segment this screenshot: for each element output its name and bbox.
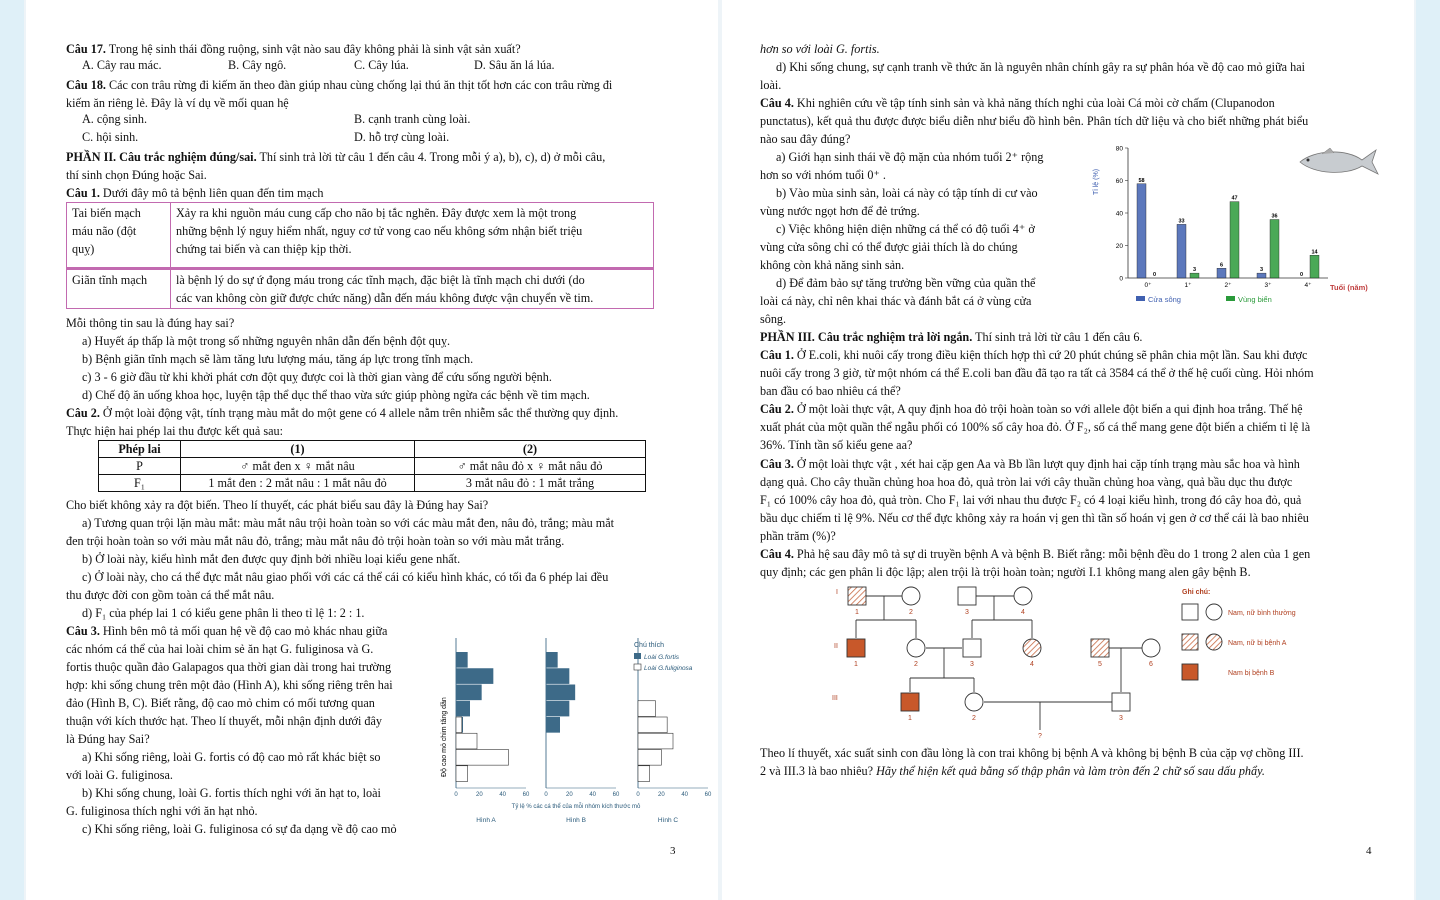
pedigree-number: 5 [1098,661,1102,668]
beak-x-tick-label: 0 [636,792,640,798]
fish-x-tick-label: 2⁺ [1224,282,1232,289]
fish-x-tick-label: 1⁺ [1184,282,1192,289]
left-margin [0,0,24,900]
c3-continuation: hơn so với loài G. fortis. [760,42,880,56]
beak-bar-fortis [546,701,569,717]
beak-bar-fortis [456,668,493,684]
c2-statement-c: c) Ở loài này, cho cá thể đực mắt nâu giao phối với các cá thể cái có kiểu hình khác, có tối đa 6 phép lai đều [82,570,609,584]
pedigree-III3-male [1112,693,1130,711]
c3-stem-line: là Đúng hay Sai? [66,732,150,746]
legend-normal-male [1182,604,1198,620]
pedigree-number: 3 [1119,715,1123,722]
pedigree-legend-title: Ghi chú: [1182,589,1211,596]
part2-heading-line2: thí sinh chọn Đúng hoặc Sai. [66,168,207,182]
fish-bar-label: 3 [1192,267,1197,274]
table-cell-stroke-name: Tai biến mạch máu não (đột quỵ) [67,203,171,269]
pedigree-II2-female [907,639,925,657]
fish-bar-label: 47 [1231,195,1238,202]
legend-normal-label: Nam, nữ bình thường [1228,610,1296,617]
c3-stem-line: hợp: khi sống chung trên một đảo (Hình A), khi sống riêng trên hai [66,678,393,692]
pedigree-number: 1 [854,661,858,668]
panel-label-a: Hình A [476,817,496,824]
c2-intro: Cho biết không xảy ra đột biến. Theo lí thuyết, các phát biểu sau đây là Đúng hay Sai? [66,498,489,512]
c4-stem-line2: punctatus), kết quả thu được được biểu diễn như biểu đồ hình bên. Phân tích dữ liệu và cho biết những phát biểu [760,114,1309,128]
c3-stem-line: fortis thuộc quần đảo Galapagos qua thời gian dài trong hai trường [66,660,392,674]
pedigree-number: 4 [1030,661,1034,668]
fish-y-tick-label: 20 [1115,243,1123,250]
fish-y-axis-label: Tỉ lệ (%) [1093,168,1100,196]
pedigree-I3-male [958,587,976,605]
beak-bar-fuliginosa [456,733,477,749]
heart-disease-table [66,202,654,309]
s4-question: Theo lí thuyết, xác suất sinh con đầu lòng là con trai không bị bệnh A và không bị bệnh B của cặp vợ chồng III. [760,746,1304,760]
c3-stem-line: các nhóm cá thể của hai loài chim sẻ ăn hạt G. fuliginosa và G. [66,642,374,656]
c4-statement-d-line3: sông. [760,312,787,326]
pedigree-number: 4 [1021,609,1025,616]
c4-statement-d-line2: loài cá này, chỉ nên khai thác và đánh bắt cá ở vùng cửa [760,294,1032,308]
c1-statement-b: b) Bệnh giãn tĩnh mạch sẽ làm tăng lưu lượng máu, tăng áp lực trong tĩnh mạch. [82,352,474,366]
beak-bar-fortis [546,717,560,733]
legend-swatch-fuliginosa [634,664,641,670]
pedigree-I1-male-disease-A [848,587,866,605]
q17-option-a: A. Cây rau mác. [82,58,162,72]
s2-stem-line2: xuất phát của một quần thể ngẫu phối có 100% số cây hoa đỏ. Ở F₂, số cá thể mang gene đột biến a chiếm tỉ lệ là [760,420,1311,434]
c3-statement-a: a) Khi sống riêng, loài G. fortis có độ cao mỏ rất khác biệt so [82,750,381,764]
beak-x-tick-label: 40 [499,792,507,798]
c3-statement-d-line2: loài. [760,78,782,92]
beak-bar-fuliginosa [638,717,667,733]
svg-text:Độ cao mỏ chim tăng dần: Độ cao mỏ chim tăng dần [441,697,448,777]
c2-statement-c-line2: thu được đời con gồm toàn cá thể mắt nâu. [66,588,275,602]
q18-option-c: C. hội sinh. [82,130,139,144]
table-cell-stroke-desc: Xảy ra khi nguồn máu cung cấp cho não bị tắc nghẽn. Đây được xem là một trong những bệnh lý nguy hiểm nhất, nguy cơ tử vong cao nếu không sớm nhận biết triệu chứng tai biến và can thiệp kịp thời. [171,203,654,269]
fish-bar [1190,273,1199,278]
fish-x-tick-label: 3⁺ [1264,282,1272,289]
table-header: (1) [181,441,415,458]
fish-bar-label: 6 [1219,262,1224,269]
beak-bar-fuliginosa [638,733,673,749]
q18-option-a: A. cộng sinh. [82,112,147,126]
c4-statement-c-line2: vùng cửa sông chỉ có thể được giải thích là do chúng [760,240,1018,254]
c2-statement-d: d) F₁ của phép lai 1 có kiểu gene phân li theo tỉ lệ 1: 2 : 1. [82,606,365,620]
c4-statement-b-line2: vùng nước ngọt hơn để đẻ trứng. [760,204,920,218]
legend-label-estuary: Cửa sông [1148,295,1181,304]
q17-option-c: C. Cây lúa. [354,58,409,72]
fish-bar-label: 0 [1152,272,1157,278]
fish-x-tick-label: 4⁺ [1304,282,1312,289]
fish-bar [1270,220,1279,279]
beak-x-tick-label: 20 [475,792,483,798]
s3-stem-line2: dạng quả. Cho cây thuần chủng hoa hoa đỏ, quả tròn lai với cây thuần chủng hoa vàng, quả bầu dục thu được [760,475,1293,489]
fish-bar [1257,273,1266,278]
table-cell: 3 mắt nâu đỏ : 1 mắt trắng [415,475,646,492]
beak-bar-fortis [456,685,482,701]
beak-x-tick-label: 40 [681,792,689,798]
pedigree-II1-male-disease-B [847,639,865,657]
c3-stem-line: đảo (Hình B, C). Biết rằng, độ cao mỏ chim có mối tương quan [66,696,375,710]
fish-bar [1137,184,1146,278]
pedigree-number: 3 [970,661,974,668]
s1-stem-line2: nuôi cấy trong 3 giờ, từ một nhóm cá thể E.coli ban đầu đã tạo ra tất cả 3584 cá thể ở thế hệ cuối cùng. Hỏi nhóm [760,366,1314,380]
beak-bar-fuliginosa [456,717,462,733]
pedigree-I2-female [902,587,920,605]
fish-bar-label: 0 [1299,272,1304,278]
fish-bar-label: 36 [1271,213,1278,220]
q17-stem: Câu 17. Trong hệ sinh thái đồng ruộng, sinh vật nào sau đây không phải là sinh vật sản xuất? [66,42,521,56]
pedigree-II4-female-disease-A [1023,639,1041,657]
panel-label-c: Hình C [657,817,679,824]
pedigree-number: 6 [1149,661,1153,668]
legend-label-fuliginosa: Loài G.fuliginosa [644,665,693,672]
c4-statement-b: b) Vào mùa sinh sản, loài cá này có tập tính di cư vào [776,186,1038,200]
table-cell: ♂ mắt nâu đỏ x ♀ mắt nâu đỏ [415,458,646,475]
beak-x-tick-label: 0 [454,792,458,798]
pedigree-II5-male-disease-A [1091,639,1109,657]
fish-bar [1310,255,1319,278]
s4-stem: Câu 4. Phả hệ sau đây mô tả sự di truyền bệnh A và bệnh B. Biết rằng: mỗi bệnh đều do 1 trong 2 alen của 1 gen [760,547,1311,561]
s1-stem-line3: ban đầu có bao nhiêu cá thể? [760,384,901,398]
fish-bar [1217,268,1226,278]
c1-statement-a: a) Huyết áp thấp là một trong số những nguyên nhân dẫn đến bệnh đột quỵ. [82,334,451,348]
q18-option-d: D. hỗ trợ cùng loài. [354,130,450,144]
fish-y-tick-label: 0 [1119,275,1123,283]
pedigree-number: 2 [914,661,918,668]
s3-stem-line5: phần trăm (%)? [760,529,836,543]
table-cell-varicose-name: Giãn tĩnh mạch [67,269,171,309]
fish-x-tick-label: 0⁺ [1144,282,1152,289]
beak-x-tick-label: 60 [612,792,620,798]
legend-title: Chú thích [634,642,664,649]
table-cell-varicose-desc: là bệnh lý do sự ứ đọng máu trong các tĩnh mạch, đặc biệt là tĩnh mạch chi dưới (do các van không còn giữ được chức năng) dẫn đến máu không được vận chuyển về tim. [171,269,654,309]
page-number: 4 [1366,845,1372,857]
table-cell: 1 mắt đen : 2 mắt nâu : 1 mắt nâu đỏ [181,475,415,492]
s3-stem-line4: bầu dục chiếm tỉ lệ 9%. Nếu cơ thể đực không xảy ra hoán vị gen thì tần số hoán vị gen ở cơ thể cái là bao nhiêu [760,511,1309,525]
q17-option-b: B. Cây ngô. [228,58,287,72]
fish-age-chart [1088,138,1398,310]
pedigree-question: ? [1038,733,1042,740]
s2-stem-line3: 36%. Tính tần số kiểu gene aa? [760,438,913,452]
c2-stem: Câu 2. Ở một loài động vật, tính trạng màu mắt do một gene có 4 allele nằm trên nhiễm sắc thể thường quy định. [66,406,619,420]
beak-bar-fuliginosa [638,766,650,782]
pedigree-number: 1 [908,715,912,722]
fish-bar-label: 33 [1178,218,1185,225]
beak-bar-fortis [546,668,569,684]
beak-bar-fuliginosa [456,750,509,766]
c4-statement-a-line2: hơn so với nhóm tuổi 0⁺ . [760,168,886,182]
table-cell: ♂ mắt đen x ♀ mắt nâu [181,458,415,475]
c2-stem-line2: Thực hiện hai phép lai thu được kết quả sau: [66,424,283,438]
fish-y-tick-label: 80 [1115,145,1123,153]
legend-swatch-estuary [1136,296,1145,301]
c1-statement-d: d) Chế độ ăn uống khoa học, luyện tập thể dục thể thao vừa sức giúp phòng ngừa các bệnh về tim mạch. [82,388,590,402]
c3-stem-line: thuận với kích thước hạt. Theo lí thuyết, mỗi nhận định dưới đây [66,714,382,728]
beak-y-axis-label [439,697,448,777]
page-3 [26,0,718,900]
pedigree-number: 2 [909,609,913,616]
fish-y-tick-label: 40 [1115,210,1123,218]
part2-heading: PHẦN II. Câu trắc nghiệm đúng/sai. Thí sinh trả lời từ câu 1 đến câu 4. Trong mỗi ý a), b), c), d) ở mỗi câu, [66,150,606,164]
c3-statement-b-line2: G. fuliginosa thích nghi với ăn hạt nhỏ. [66,804,258,818]
table-header: (2) [415,441,646,458]
beak-depth-histogram [434,632,714,828]
c4-statement-a: a) Giới hạn sinh thái về độ mặn của nhóm tuổi 2⁺ rộng [776,150,1044,164]
beak-x-tick-label: 60 [704,792,712,798]
s1-stem: Câu 1. Ở E.coli, khi nuôi cấy trong điều kiện thích hợp thì cứ 20 phút chúng sẽ phân chia một lần. Sau khi được [760,348,1308,362]
c2-statement-a-line2: đen trội hoàn toàn so với màu mắt nâu đỏ, trắng; màu mắt nâu đỏ trội hoàn toàn so với màu mắt trắng. [66,534,565,548]
beak-bar-fortis [456,701,470,717]
legend-disease-A-male [1182,634,1198,650]
table-header: Phép lai [99,441,181,458]
legend-disease-B-label: Nam bị bệnh B [1228,670,1275,677]
c3-statement-a-line2: với loài G. fuliginosa. [66,768,173,782]
fish-bar-label: 3 [1259,267,1264,274]
q17-option-d: D. Sâu ăn lá lúa. [474,58,555,72]
legend-swatch-sea [1226,296,1235,301]
c4-stem: Câu 4. Khi nghiên cứu về tập tính sinh sản và khả năng thích nghi của loài Cá mòi cờ chấm (Clupanodon [760,96,1275,110]
beak-x-tick-label: 0 [544,792,548,798]
legend-disease-A-female [1206,634,1222,650]
s2-stem: Câu 2. Ở một loài thực vật, A quy định hoa đỏ trội hoàn toàn so với allele đột biến a qui định hoa trắng. Thế hệ [760,402,1303,416]
c3-statement-d: d) Khi sống chung, sự cạnh tranh về thức ăn là nguyên nhân chính gây ra sự phân hóa về độ cao mỏ giữa hai [776,60,1306,74]
s3-stem: Câu 3. Ở một loài thực vật , xét hai cặp gen Aa và Bb lần lượt quy định hai cặp tính trạng màu sắc hoa và hình [760,457,1300,471]
page-number: 3 [670,845,676,857]
beak-x-tick-label: 40 [589,792,597,798]
c4-stem-line3: nào sau đây đúng? [760,132,851,146]
c2-statement-b: b) Ở loài này, kiểu hình mắt đen được quy định bởi nhiều loại kiểu gene nhất. [82,552,461,566]
pedigree-diagram [822,582,1382,742]
page-4 [722,0,1414,900]
legend-disease-A-label: Nam, nữ bị bệnh A [1228,640,1287,647]
cross-results-table [98,440,646,492]
pedigree-II3-male [963,639,981,657]
c3-statement-c: c) Khi sống riêng, loài G. fuliginosa có sự đa dạng về độ cao mỏ [82,822,397,836]
c3-statement-b: b) Khi sống chung, loài G. fortis thích nghi với ăn hạt to, loài [82,786,381,800]
beak-x-tick-label: 20 [565,792,573,798]
s4-stem-line2: quy định; các gen phân li độc lập; alen trội là trội hoàn toàn; người I.1 không mang alen gây bệnh B. [760,565,1251,579]
beak-legend [634,642,693,672]
q18-stem-line2: kiếm ăn riêng lẻ. Đây là ví dụ về mối quan hệ [66,96,289,110]
gen-label-II: II [834,643,838,650]
pedigree-number: 3 [965,609,969,616]
legend-disease-B-male [1182,664,1198,680]
fish-y-tick-label: 60 [1115,178,1123,185]
beak-bar-fortis [546,685,575,701]
fish-icon [1300,148,1378,174]
q18-stem: Câu 18. Các con trâu rừng đi kiếm ăn theo đàn giúp nhau cùng chống lại thú ăn thịt tốt hơn các con trâu rừng đi [66,78,613,92]
right-margin [1416,0,1440,900]
fish-bar-label: 14 [1311,249,1318,256]
c3-stem: Câu 3. Hình bên mô tả mối quan hệ về độ cao mỏ khác nhau giữa [66,624,388,638]
legend-label-fortis: Loài G.fortis [644,654,680,661]
legend-normal-female [1206,604,1222,620]
c4-statement-c: c) Việc không hiện diện những cá thể có độ tuổi 4⁺ ở [776,222,1035,236]
table-cell: P [99,458,181,475]
c4-statement-c-line3: không còn khả năng sinh sản. [760,258,905,272]
beak-x-axis-label: Tỷ lệ % các cá thể của mỗi nhóm kích thước mỏ [511,804,641,810]
fish-x-axis-label: Tuổi (năm) [1330,283,1368,292]
c1-intro: Mỗi thông tin sau là đúng hay sai? [66,316,235,330]
legend-label-sea: Vùng biển [1238,295,1272,304]
pedigree-I4-female [1014,587,1032,605]
fish-bar [1230,202,1239,278]
beak-bar-fuliginosa [456,766,468,782]
beak-x-tick-label: 20 [657,792,665,798]
gen-label-III: III [832,695,838,702]
pedigree-number: 1 [855,609,859,616]
beak-bar-fuliginosa [638,701,656,717]
c2-statement-a: a) Tương quan trội lặn màu mắt: màu mắt nâu trội hoàn toàn so với các màu mắt đen, nâu đỏ, trắng; màu mắt [82,516,615,530]
part3-heading: PHẦN III. Câu trắc nghiệm trả lời ngắn. Thí sinh trả lời từ câu 1 đến câu 6. [760,330,1143,344]
q18-option-b: B. cạnh tranh cùng loài. [354,112,471,126]
c4-statement-d: d) Để đảm bảo sự tăng trưởng bền vững của quần thể [776,276,1036,290]
c1-statement-c: c) 3 - 6 giờ đầu từ khi khởi phát cơn đột quỵ được coi là thời gian vàng để cứu sống người bệnh. [82,370,552,384]
pedigree-III2-female [965,693,983,711]
s4-question-line2: 2 và III.3 là bao nhiêu? Hãy thể hiện kết quả bằng số thập phân và làm tròn đến 2 chữ số sau dấu phẩy. [760,764,1265,778]
pedigree-II6-female [1142,639,1160,657]
gen-label-I: I [836,589,838,596]
beak-bar-fuliginosa [638,750,661,766]
fish-bar [1177,224,1186,278]
beak-bar-fortis [456,652,468,668]
panel-label-b: Hình B [566,817,586,824]
pedigree-III1-male-disease-B [901,693,919,711]
beak-x-tick-label: 60 [522,792,530,798]
c1-stem: Câu 1. Dưới đây mô tả bệnh liên quan đến tim mạch [66,186,324,200]
legend-swatch-fortis [634,653,641,659]
table-cell: F₁ [99,475,181,492]
pedigree-number: 2 [972,715,976,722]
fish-bar-label: 58 [1138,177,1145,184]
beak-bar-fortis [546,652,558,668]
s3-stem-line3: F₁ có 100% cây hoa đỏ, quả tròn. Cho F₁ lai với nhau thu được F₂ có 4 loại kiểu hình, trong đó cây hoa đỏ, quả [760,493,1302,507]
